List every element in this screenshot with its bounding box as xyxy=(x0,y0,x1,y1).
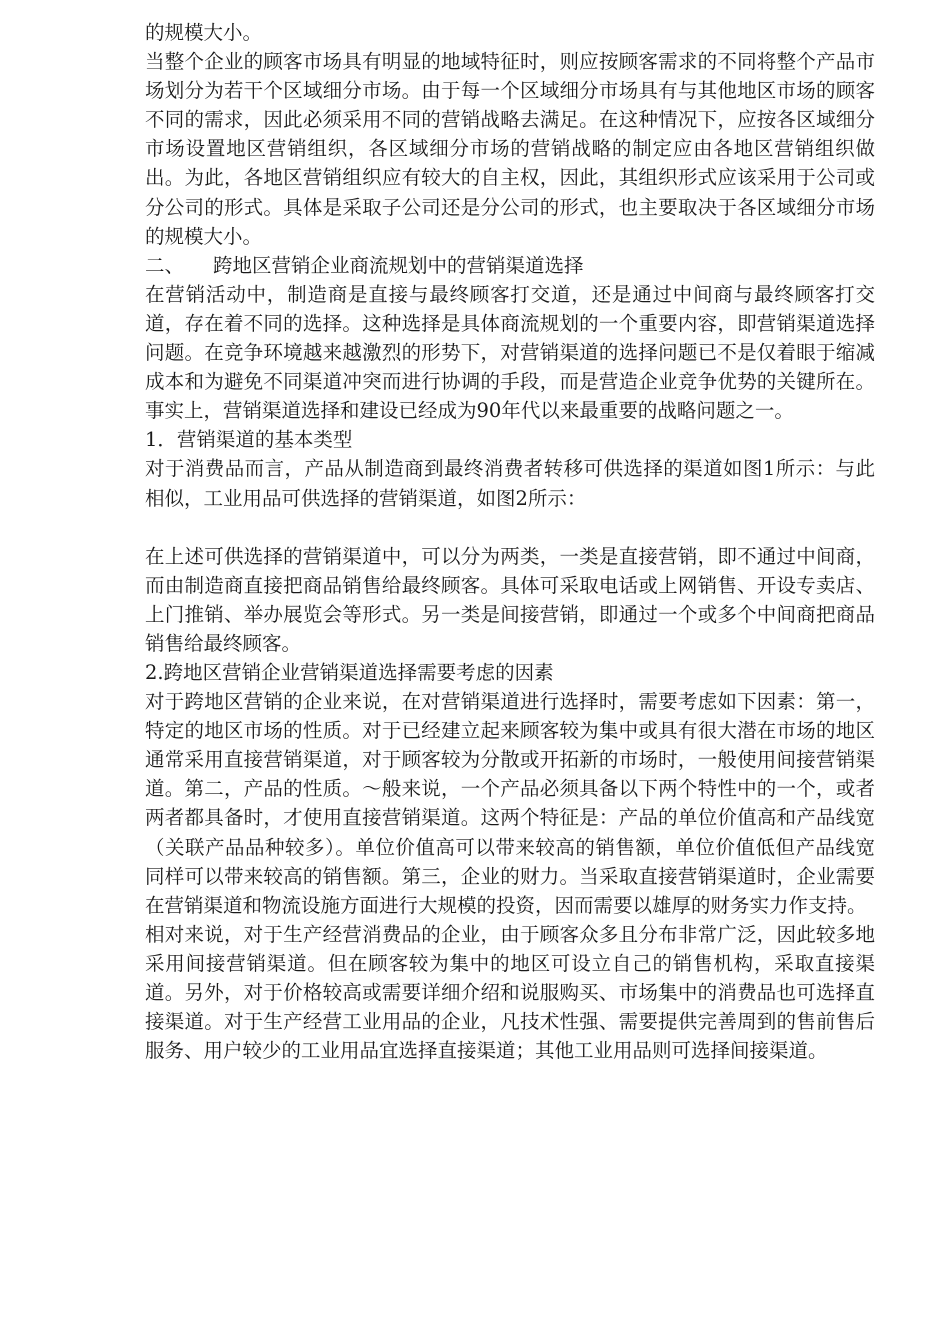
subheading-selection-factors: 2.跨地区营销企业营销渠道选择需要考虑的因素 xyxy=(145,660,554,684)
document-body xyxy=(145,18,875,1065)
paragraph-relative: 相对来说，对于生产经营消费品的企业，由于顾客众多且分布非常广泛，因此较多地采用间接营销渠道。但在顾客较为集中的地区可设立自己的销售机构，采取直接渠道。另外，对于价格较高或需要详细介绍和说服购买、市场集中的消费品也可选择直接渠道。对于生产经营工业用品的企业，凡技术性强、需要提供完善周到的售前售后服务、用户较少的工业用品宜选择直接渠道；其他工业用品则可选择间接渠道。 xyxy=(145,922,875,1063)
section-title: 跨地区营销企业商流规划中的营销渠道选择 xyxy=(213,253,584,277)
paragraph-channel-intro: 在营销活动中，制造商是直接与最终顾客打交道，还是通过中间商与最终顾客打交道，存在着不同的选择。这种选择是具体商流规划的一个重要内容，即营销渠道选择问题。在竞争环境越来越激烈的形势下，对营销渠道的选择问题已不是仅着眼于缩减成本和为避免不同渠道冲突而进行协调的手段，而是营造企业竞争优势的关键所在。事实上，营销渠道选择和建设已经成为90年代以来最重要的战略问题之一。 xyxy=(145,282,875,423)
subheading-channel-types: 1．营销渠道的基本类型 xyxy=(145,428,353,452)
blank-line xyxy=(145,513,875,542)
paragraph-figures-reference: 对于消费品而言，产品从制造商到最终消费者转移可供选择的渠道如图1所示：与此相似，工业用品可供选择的营销渠道，如图2所示： xyxy=(145,457,875,510)
section-number: 二、 xyxy=(145,253,185,277)
paragraph-factors: 对于跨地区营销的企业来说，在对营销渠道进行选择时，需要考虑如下因素：第一，特定的地区市场的性质。对于已经建立起来顾客较为集中或具有很大潜在市场的地区通常采用直接营销渠道，对于顾客较为分散或开拓新的市场时，一般使用间接营销渠道。第二，产品的性质。～般来说，一个产品必须具备以下两个特性中的一个，或者两者都具备时，才使用直接营销渠道。这两个特征是：产品的单位价值高和产品线宽（关联产品品种较多）。单位价值高可以带来较高的销售额，单位价值低但产品线宽同样可以带来较高的销售额。第三，企业的财力。当采取直接营销渠道时，企业需要在营销渠道和物流设施方面进行大规模的投资，因而需要以雄厚的财务实力作支持。 xyxy=(145,690,875,917)
paragraph-regional-markets: 当整个企业的顾客市场具有明显的地域特征时，则应按顾客需求的不同将整个产品市场划分为若干个区域细分市场。由于每一个区域细分市场具有与其他地区市场的顾客不同的需求，因此必须采用不同的营销战略去满足。在这种情况下，应按各区域细分市场设置地区营销组织，各区域细分市场的营销战略的制定应由各地区营销组织做出。为此，各地区营销组织应有较大的自主权，因此，其组织形式应该采用于公司或分公司的形式。具体是采取子公司还是分公司的形式，也主要取决于各区域细分市场的规模大小。 xyxy=(145,50,875,248)
paragraph-intro-tail: 的规模大小。 xyxy=(145,21,263,44)
paragraph-two-types: 在上述可供选择的营销渠道中，可以分为两类，一类是直接营销，即不通过中间商，而由制造商直接把商品销售给最终顾客。具体可采取电话或上网销售、开设专卖店、上门推销、举办展览会等形式。另一类是间接营销，即通过一个或多个中间商把商品销售给最终顾客。 xyxy=(145,544,875,655)
section-heading-2 xyxy=(145,251,875,280)
